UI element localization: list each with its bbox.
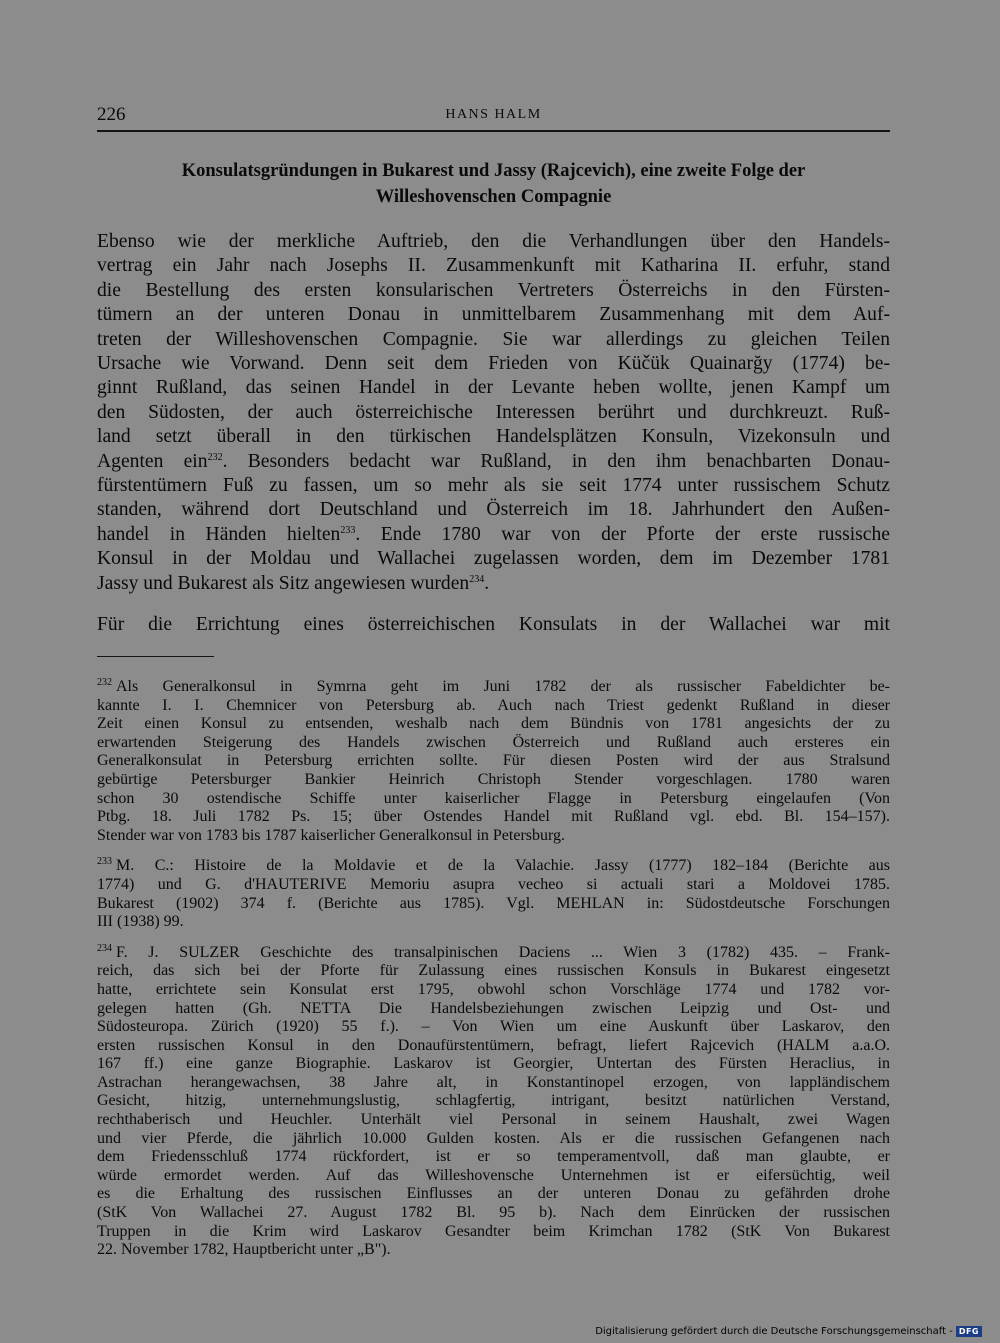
text-line: Generalkonsulat in Petersburg errichten sollte. Für diesen Posten wird der aus Stralsund xyxy=(97,752,890,770)
text-line: Für die Errichtung eines österreichischen Konsulats in der Wallachei war mit xyxy=(97,614,890,635)
text-line: ersten russischen Konsul in den Donaufürstentümern, befragt, liefert Rajcevich (HALM a.a.O. xyxy=(97,1036,890,1054)
text-line: reich, das sich bei der Pforte für Zulassung eines russischen Konsuls in Bukarest eingesetzt xyxy=(97,962,890,980)
text-fragment: . Ende 1780 war von der Pforte der erste russische xyxy=(355,523,890,545)
text-fragment: Als Generalkonsul in Symrna geht im Juni 1782 der als russischer Fabeldichter be- xyxy=(116,678,890,695)
page-header xyxy=(97,104,890,132)
text-line: Zeit einen Konsul zu entsenden, weshalb nach dem Bündnis von 1781 angesichts der zu xyxy=(97,715,890,733)
text-line: ginnt Rußland, das seinen Handel in der Levante heben wollte, jenen Kampf um xyxy=(97,377,890,399)
section-heading-line: Willeshovenschen Compagnie xyxy=(375,187,612,207)
text-line: Ptbg. 18. Juli 1782 Ps. 15; über Ostendes Handel mit Rußland vgl. ebd. Bl. 154–157). xyxy=(97,808,890,826)
text-line: Gesicht, hitzig, unternehmungslustig, schlagfertig, intrigant, besitzt natürlichen Verstand, xyxy=(97,1092,890,1110)
footnote-number: 232 xyxy=(97,677,112,688)
text-line: treten der Willeshovenschen Compagnie. Sie war allerdings zu gleichen Teilen xyxy=(97,328,890,350)
body-paragraph xyxy=(97,230,890,596)
footnote-number: 233 xyxy=(97,856,112,868)
footnote-reference[interactable]: 234 xyxy=(469,573,485,585)
footnotes xyxy=(97,674,890,1268)
footnote-reference[interactable]: 232 xyxy=(207,451,223,463)
text-line: fürstentümern Fuß zu fassen, um so mehr als sie seit 1774 unter russischem Schutz xyxy=(97,475,890,497)
text-line: Truppen in die Krim wird Laskarov Gesandter beim Krimchan 1782 (StK Von Bukarest xyxy=(97,1222,890,1240)
text-line xyxy=(97,523,890,547)
text-fragment: Agenten ein xyxy=(97,450,208,472)
text-line xyxy=(97,940,890,963)
text-fragment: F. J. SULZER Geschichte des transalpinischen Daciens ... Wien 3 (1782) 435. – Frank- xyxy=(116,943,890,961)
text-line: Konsul in der Moldau und Wallachei zugelassen worden, dem im Dezember 1781 xyxy=(97,548,890,570)
text-fragment: . xyxy=(484,572,490,594)
footnote-number: 234 xyxy=(97,942,112,954)
text-line: 1774) und G. d'HAUTERIVE Memoriu asupra vecheo si actuali stari a Moldovei 1785. xyxy=(97,875,890,893)
text-line: die Bestellung des ersten konsularischen Vertreters Österreichs in den Fürsten- xyxy=(97,279,890,301)
text-line: schon 30 ostendische Schiffe unter kaiserlicher Flagge in Petersburg eingelaufen (Von xyxy=(97,789,890,807)
text-line: standen, während dort Deutschland und Österreich im 18. Jahrhundert den Außen- xyxy=(97,499,890,521)
footnote xyxy=(97,853,890,931)
text-line xyxy=(97,572,890,596)
body-paragraph xyxy=(97,613,890,637)
text-line: würde ermordet werden. Auf das Willeshovensche Unternehmen ist er eifersüchtig, weil xyxy=(97,1166,890,1184)
text-line: Stender war von 1783 bis 1787 kaiserlicher Generalkonsul in Petersburg. xyxy=(97,826,566,844)
footnote-reference[interactable]: 233 xyxy=(340,524,356,536)
digitization-credit xyxy=(595,1326,982,1337)
section-heading-line: Konsulatsgründungen in Bukarest und Jassy (Rajcevich), eine zweite Folge der xyxy=(181,161,806,181)
text-line: kannte I. I. Chemnicer von Petersburg ab. Auch nach Triest gedenkt Rußland in dieser xyxy=(97,696,890,714)
footnote-divider xyxy=(97,656,214,657)
text-line: 22. November 1782, Hauptbericht unter „B"). xyxy=(97,1241,391,1259)
text-line: hatte, errichtete sein Konsulat erst 1795, obwohl schon Vorschläge 1774 und 1782 vor- xyxy=(97,980,890,998)
text-fragment: . Besonders bedacht war Rußland, in den ihm benachbarten Donau- xyxy=(222,450,890,472)
footnote xyxy=(97,674,890,845)
text-line: (StK Von Wallachei 27. August 1782 Bl. 95 b). Nach dem Einrücken der russischen xyxy=(97,1204,890,1222)
page-number: 226 xyxy=(97,104,126,125)
text-line: Bukarest (1902) 374 f. (Berichte aus 1785). Vgl. MEHLAN in: Südostdeutsche Forschungen xyxy=(97,894,890,912)
text-line: Südosteuropa. Zürich (1920) 55 f.). – Von Wien um eine Auskunft über Laskarov, den xyxy=(97,1018,890,1036)
text-line: rechthaberisch und Heuchler. Unterhält viel Personal in seinem Haushalt, zwei Wagen xyxy=(97,1111,890,1129)
credit-text: Digitalisierung gefördert durch die Deutsche Forschungsgemeinschaft - xyxy=(595,1326,953,1337)
text-line: Ebenso wie der merkliche Auftrieb, den die Verhandlungen über den Handels- xyxy=(97,231,890,252)
text-line: erwartenden Steigerung des Handels zwischen Österreich und Rußland auch ersteres ein xyxy=(97,733,890,751)
text-line: den Südosten, der auch österreichische Interessen berührt und durchkreuzt. Ruß- xyxy=(97,401,890,423)
footnote xyxy=(97,940,890,1260)
text-line: 167 ff.) eine ganze Biographie. Laskarov ist Georgier, Untertan des Fürsten Heraclius, in xyxy=(97,1055,890,1073)
text-line: dem Friedensschluß 1774 rückfordert, ist er so temperamentvoll, daß man glaubte, er xyxy=(97,1148,890,1166)
text-fragment: handel in Händen hielten xyxy=(97,523,341,545)
text-line xyxy=(97,853,890,876)
text-line xyxy=(97,674,890,697)
text-line: Ursache wie Vorwand. Denn seit dem Frieden von Küčük Quainarğy (1774) be- xyxy=(97,353,890,375)
text-line: Astrachan herangewachsen, 38 Jahre alt, in Konstantinopel erzogen, von lappländischem xyxy=(97,1073,890,1091)
text-line: gelegen hatten (Gh. NETTA Die Handelsbeziehungen zwischen Leipzig und Ost- und xyxy=(97,999,890,1017)
text-line: land setzt überall in den türkischen Handelsplätzen Konsuln, Vizekonsuln und xyxy=(97,426,890,448)
text-line: vertrag ein Jahr nach Josephs II. Zusammenkunft mit Katharina II. erfuhr, stand xyxy=(97,255,890,277)
text-line: tümern an der unteren Donau in unmittelbarem Zusammenhang mit dem Auf- xyxy=(97,304,890,326)
text-line: gebürtige Petersburger Bankier Heinrich Christoph Stender vorgeschlagen. 1780 waren xyxy=(97,770,890,788)
section-heading xyxy=(97,158,890,210)
text-fragment: Jassy und Bukarest als Sitz angewiesen wurden xyxy=(97,572,470,594)
text-line xyxy=(97,450,890,474)
running-head: HANS HALM xyxy=(445,107,542,122)
text-fragment: M. C.: Histoire de la Moldavie et de la Valachie. Jassy (1777) 182–184 (Berichte aus xyxy=(116,857,890,875)
text-line: III (1938) 99. xyxy=(97,913,184,931)
text-line: es die Erhaltung des russischen Einflusses an der unteren Donau zu gefährden drohe xyxy=(97,1185,890,1203)
text-line: und vier Pferde, die jährlich 10.000 Gulden kosten. Als er die russischen Gefangenen nach xyxy=(97,1129,890,1147)
dfg-logo: DFG xyxy=(956,1326,982,1337)
